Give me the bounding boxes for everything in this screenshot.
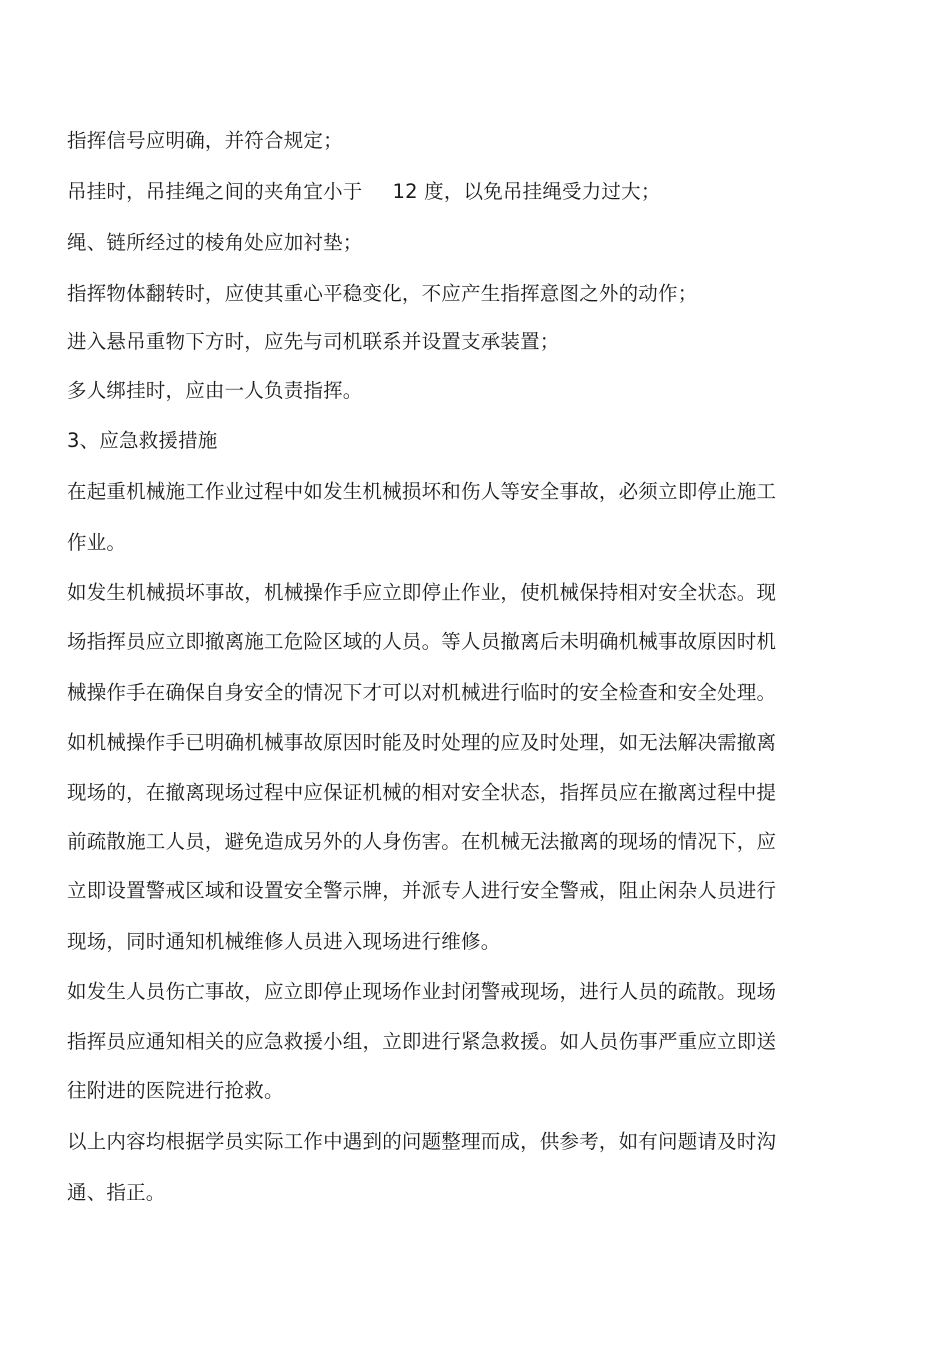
text-line: 场指挥员应立即撤离施工危险区域的人员。等人员撤离后未明确机械事故原因时机: [67, 630, 777, 653]
text-line: 指挥信号应明确，并符合规定；: [67, 129, 343, 152]
text-line: 现场，同时通知机械维修人员进入现场进行维修。: [67, 930, 501, 953]
section-heading: 3、应急救援措施: [67, 429, 218, 452]
text-line: 在起重机械施工作业过程中如发生机械损坏和伤人等安全事故，必须立即停止施工: [67, 480, 777, 503]
text-line: 前疏散施工人员，避免造成另外的人身伤害。在机械无法撤离的现场的情况下，应: [67, 830, 777, 853]
text-line: 械操作手在确保自身安全的情况下才可以对机械进行临时的安全检查和安全处理。: [67, 681, 777, 704]
text-line: 如发生机械损坏事故，机械操作手应立即停止作业，使机械保持相对安全状态。现: [67, 581, 777, 604]
text-segment: 吊挂时，吊挂绳之间的夹角宜小于: [67, 180, 363, 203]
text-line: 如发生人员伤亡事故，应立即停止现场作业封闭警戒现场，进行人员的疏散。现场: [67, 980, 777, 1003]
text-line: 作业。: [67, 531, 127, 554]
text-line: 指挥员应通知相关的应急救援小组，立即进行紧急救援。如人员伤事严重应立即送: [67, 1030, 777, 1053]
text-line: 绳、链所经过的棱角处应加衬垫；: [67, 231, 363, 254]
text-line: 现场的，在撤离现场过程中应保证机械的相对安全状态，指挥员应在撤离过程中提: [67, 781, 777, 804]
text-segment: 12 度，以免吊挂绳受力过大；: [392, 180, 661, 203]
text-line: 多人绑挂时，应由一人负责指挥。: [67, 379, 363, 402]
text-line: 立即设置警戒区域和设置安全警示牌，并派专人进行安全警戒，阻止闲杂人员进行: [67, 879, 777, 902]
text-line: 如机械操作手已明确机械事故原因时能及时处理的应及时处理，如无法解决需撤离: [67, 731, 777, 754]
text-line: 往附进的医院进行抢救。: [67, 1079, 284, 1102]
text-line: 进入悬吊重物下方时，应先与司机联系并设置支承装置；: [67, 330, 560, 353]
text-line: [67, 179, 661, 205]
text-line: 以上内容均根据学员实际工作中遇到的问题整理而成，供参考，如有问题请及时沟: [67, 1130, 777, 1153]
text-line: 指挥物体翻转时，应使其重心平稳变化，不应产生指挥意图之外的动作；: [67, 282, 698, 305]
text-line: 通、指正。: [67, 1181, 166, 1204]
